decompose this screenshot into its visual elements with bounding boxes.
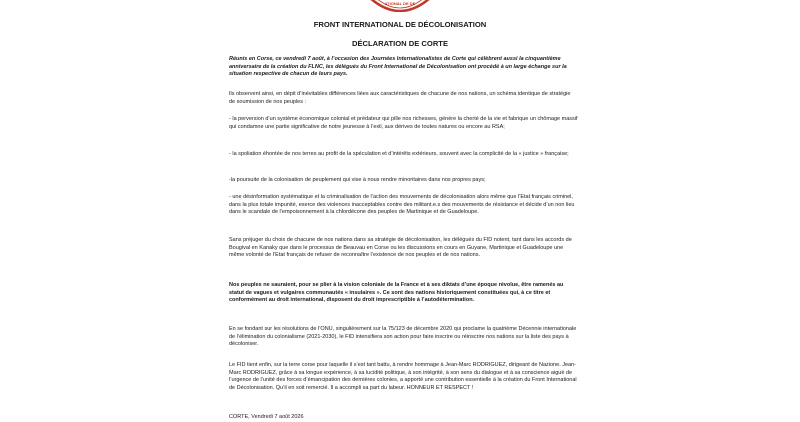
bullet-disinformation: - une désinformation systématique et la criminalisation de l’action des mouvements de décolonisation alors même que l’Etat français criminel, dans la plus totale impunité, exerce des violences inacceptables contre des militant.e.s des mouvements de résistance et décide d’un non lieu dans le scandale de l’empoisonnement à la chlordécone des peuples de Martinique et de Guadeloupe. bbox=[229, 194, 575, 216]
peoples-paragraph: Nos peuples ne sauraient, pour se plier à la vision coloniale de la France et à ses diktats d’une époque révolue, être ramenés au statut de vagues et vulgaires communautés « insulaires ». Ce sont des nations historiquement constituées qui, à ce titre et conformément au droit international, disposent du droit imprescriptible à l’autodétermination. bbox=[229, 282, 564, 304]
tribute-paragraph: Le FID tient enfin, sur la terre corse pour laquelle il s’est tant battu, à rendre hommage à Jean-Marc RODRIGUEZ, dirigeant de Nazione. Jean-Marc RODRIGUEZ, grâce à sa longue expérience, à sa lucidité politique, à son intégrité, à son sens du dialogue et à sa conscience aiguë de l’urgence de l’unité des forces d’émancipation des dernières colonies, a apporté une contribution essentielle à la création du Front International de Décolonisation. Qu’il en soit remercié. Il a accompli sa part du labeur. HONNEUR ET RESPECT ! bbox=[229, 362, 577, 391]
observation-paragraph: Ils observent ainsi, en dépit d’inévitables différences liées aux caractéristiques de chacune de nos nations, un schéma identique de stratégie de soumission de nos peuples : bbox=[229, 91, 571, 105]
document-subtitle: DÉCLARATION DE CORTE bbox=[351, 39, 449, 48]
logo-seal-icon bbox=[350, 0, 450, 12]
fid-logo bbox=[350, 0, 450, 12]
onu-paragraph: En se fondant sur les résolutions de l’ONU, singulièrement sur la 75/123 de décembre 2020 qui proclame la quatrième Décennie internationale de l’élimination du colonialisme (2021-2030), le FID intensifiera son action pour faire inscrire ou réinscrire nos nations sur la liste des pays à décoloniser. bbox=[229, 326, 577, 348]
intro-paragraph: Réunis en Corse, ce vendredi 7 août, à l’occasion des Journées Internationalistes de Corte qui célèbrent aussi la cinquantième anniversaire de la création du FLNC, les délégués du Front International de Décolonisation ont procédé à un large échange sur la situation respective de chacun de leurs pays. bbox=[229, 56, 567, 78]
bullet-settlement: -la poursuite de la colonisation de peuplement qui vise à nous rendre minoritaires dans nos propres pays; bbox=[229, 177, 486, 183]
bullet-economic: - la perversion d’un système économique colonial et prédateur qui pille nos richesses, génère la cherté de la vie et fabrique un chômage massif qui condamne une partie significative de notre jeunesse à l’exil, aux dérives de toutes natures ou encore au RSA; bbox=[229, 116, 578, 130]
bullet-land-spoliation: - la spoliation éhontée de nos terres au profit de la spéculation et d’intérêts extérieurs, souvent avec la complicité de la « justice » française; bbox=[229, 151, 569, 157]
strategy-paragraph: Sans préjuger du choix de chacune de nos nations dans sa stratégie de décolonisation, les délégués du FID notent, tant dans les accords de Bougival en Kanaky que dans le processus de Beauvau en Corse ou les discussions en cours en Guyane, Martinique et Guadeloupe une même volonté de l’Etat français de refuser de reconnaître l’existence de nos peuples et de nos nations. bbox=[229, 237, 572, 259]
signature-line: CORTE, Vendredi 7 août 2026 bbox=[229, 414, 304, 420]
svg-text:ATIONAL DE DE: ATIONAL DE DE bbox=[384, 1, 416, 6]
document-title: FRONT INTERNATIONAL DE DÉCOLONISATION bbox=[313, 20, 487, 29]
